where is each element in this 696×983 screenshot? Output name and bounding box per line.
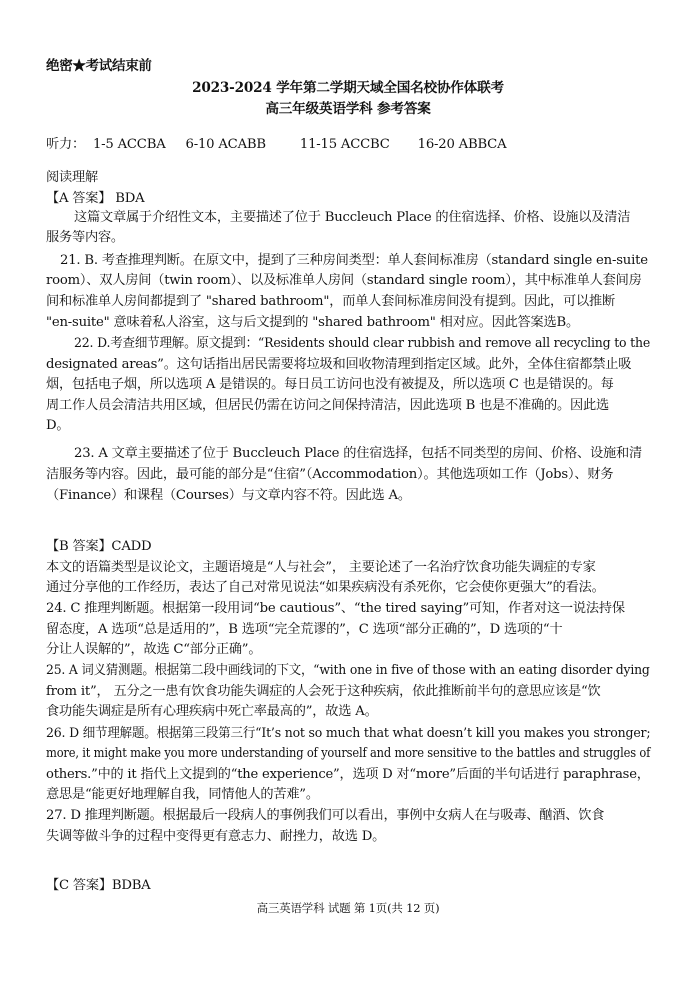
paragraph-line: 25. A 词义猜测题。根据第二段中画线词的下文，“with one in five of those with an eating disorder dying <box>46 663 650 678</box>
paragraph-line: （Finance）和课程（Courses）与文章内容不符。因此选 A。 <box>46 488 411 503</box>
paragraph-line: from it”， 五分之一患有饮食功能失调症的人会死于这种疾病，依此推断前半句的意思应该是“饮 <box>46 684 601 699</box>
answer-a-header: 【A 答案】 BDA <box>46 191 145 206</box>
paragraph-line: designated areas”。这句话指出居民需要将垃圾和回收物清理到指定区域。此外，全体住宿都禁止吸 <box>46 357 632 372</box>
listening-group-3: 11-15 ACCBC <box>299 137 390 152</box>
paragraph-line: 食功能失调症是所有心理疾病中死亡率最高的”，故选 A。 <box>46 704 378 719</box>
paragraph-line: 本文的语篇类型是议论文，主题语境是“人与社会”， 主要论述了一名治疗饮食功能失调症的专家 <box>46 560 596 575</box>
paragraph-line: 服务等内容。 <box>46 230 124 245</box>
paragraph-line: 意思是“能更好地理解自我，同情他人的苦难”。 <box>46 787 319 802</box>
paragraph-line: 通过分享他的工作经历，表达了自己对常见说法“如果疾病没有杀死你，它会使你更强大”的看法。 <box>46 580 605 595</box>
paragraph-line: 这篇文章属于介绍性文本，主要描述了位于 Buccleuch Place 的住宿选择、价格、设施以及清洁 <box>74 210 631 225</box>
paragraph-line: room）、双人房间（twin room）、以及标准单人房间（standard single room），其中标准单人套间房 <box>46 273 642 288</box>
paragraph-line: 烟，包括电子烟，所以选项 A 是错误的。每日员工访问也没有被提及，所以选项 C 也是错误的。每 <box>46 377 614 392</box>
paragraph-line: 26. D 细节理解题。根据第三段第三行“It’s not so much that what doesn’t kill you makes you stronger; <box>46 726 651 741</box>
listening-group-4: 16-20 ABBCA <box>417 137 507 152</box>
listening-group-2: 6-10 ACABB <box>185 137 266 152</box>
paragraph-line: D。 <box>46 418 70 433</box>
paragraph-line: 间和标准单人房间都提到了 "shared bathroom"，而单人套间标准房间没有提到。因此，可以推断 <box>46 294 615 309</box>
listening-label: 听力： <box>46 137 85 152</box>
paragraph-line: 留态度，A 选项“总是适用的”，B 选项“完全荒谬的”，C 选项“部分正确的”，D 选项的“十 <box>46 622 563 637</box>
confidential-stamp: 绝密★考试结束前 <box>46 58 152 74</box>
paragraph-line: 24. C 推理判断题。根据第一段用词“be cautious”、“the tired saying”可知，作者对这一说法持保 <box>46 601 625 616</box>
answer-c-header: 【C 答案】BDBA <box>46 878 151 893</box>
paragraph-line: 22. D.考查细节理解。原文提到：“Residents should clear rubbish and remove all recycling to the <box>74 336 651 351</box>
document-subtitle: 高三年级英语学科 参考答案 <box>265 101 431 117</box>
document-title: 2023-2024 学年第二学期天域全国名校协作体联考 <box>192 80 504 96</box>
listening-group-1: 1-5 ACCBA <box>92 137 166 152</box>
paragraph-line: 27. D 推理判断题。根据最后一段病人的事例我们可以看出，事例中女病人在与吸毒、酗酒、饮食 <box>46 808 605 823</box>
reading-heading: 阅读理解 <box>46 170 98 185</box>
paragraph-line: "en-suite" 意味着私人浴室，这与后文提到的 "shared bathroom" 相对应。因此答案选B。 <box>46 315 580 330</box>
paragraph-line: more, it might make you more understanding of yourself and more sensitive to the battles and struggles of <box>46 746 651 761</box>
paragraph-line: 23. A 文章主要描述了位于 Buccleuch Place 的住宿选择，包括不同类型的房间、价格、设施和清 <box>74 446 642 461</box>
paragraph-line: others.”中的 it 指代上文提到的“the experience”，选项 D 对“more”后面的半句话进行 paraphrase， <box>46 767 650 782</box>
paragraph-line: 21. B. 考查推理判断。在原文中，提到了三种房间类型：单人套间标准房（standard single en-suite <box>60 253 648 268</box>
paragraph-line: 分让人误解的”，故选 C“部分正确”。 <box>46 642 262 657</box>
paragraph-line: 洁服务等内容。因此，最可能的部分是“住宿”（Accommodation）。其他选项如工作（Jobs）、财务 <box>46 467 614 482</box>
paragraph-line: 周工作人员会清洁共用区域，但居民仍需在访问之间保持清洁，因此选项 B 也是不准确的。因此选 <box>46 398 609 413</box>
paragraph-line: 失调等做斗争的过程中变得更有意志力、耐挫力，故选 D。 <box>46 829 386 844</box>
page-footer: 高三英语学科 试题 第 1页(共 12 页) <box>256 901 440 915</box>
listening-answers <box>46 137 506 153</box>
answer-b-header: 【B 答案】CADD <box>46 539 152 554</box>
